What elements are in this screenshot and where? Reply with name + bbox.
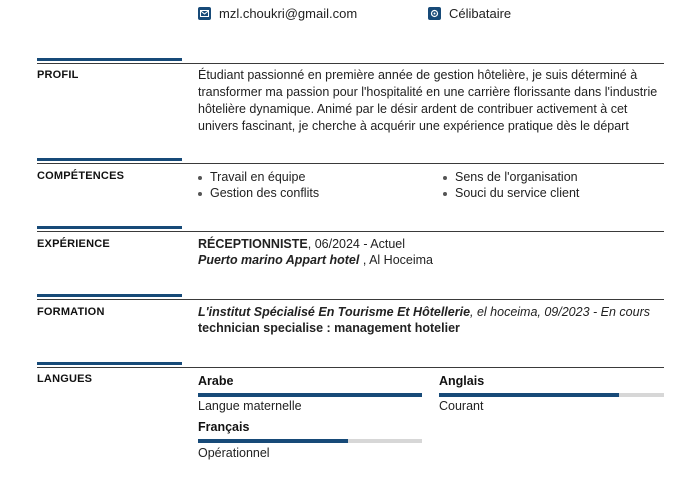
language-level: Opérationnel: [198, 446, 270, 460]
language-level: Courant: [439, 399, 484, 413]
bullet-icon: [198, 192, 202, 196]
formation-details: , el hoceima, 09/2023 - En cours: [470, 305, 650, 319]
section-divider: [37, 163, 664, 164]
contact-email: [198, 6, 357, 21]
status-text: Célibataire: [449, 6, 512, 21]
section-title-competences: COMPÉTENCES: [37, 170, 125, 182]
bullet-icon: [443, 176, 447, 180]
section-accent-rule: [37, 158, 182, 161]
language-level-fill: [198, 439, 348, 443]
section-divider: [37, 231, 664, 232]
section-title-formation: FORMATION: [37, 306, 105, 318]
section-divider: [37, 63, 664, 64]
skill-item: Souci du service client: [443, 185, 579, 202]
experience-dates: , 06/2024 - Actuel: [307, 237, 406, 251]
envelope-icon: [198, 7, 211, 20]
section-title-experience: EXPÉRIENCE: [37, 238, 110, 250]
section-divider: [37, 299, 664, 300]
experience-location: , Al Hoceima: [359, 253, 433, 267]
profil-line: Étudiant passionné en première année de gestion hôtelière, je suis déterminé à: [198, 68, 638, 82]
language-level-fill: [439, 393, 619, 397]
language-name: Arabe: [198, 374, 234, 388]
profil-line: hôtelière dynamique. Animé par le désir ardent de contribuer activement à cet: [198, 102, 628, 116]
language-level: Langue maternelle: [198, 399, 302, 413]
formation-degree-line: [198, 320, 460, 337]
profil-text: [198, 67, 668, 135]
language-level-bar: [198, 439, 422, 443]
experience-role-line: [198, 236, 405, 253]
section-accent-rule: [37, 226, 182, 229]
skill-item: Sens de l'organisation: [443, 169, 578, 186]
formation-school: L'institut Spécialisé En Tourisme Et Hôtellerie: [198, 305, 471, 319]
experience-company-line: [198, 252, 433, 269]
bullet-icon: [198, 176, 202, 180]
skill-item: Gestion des conflits: [198, 185, 319, 202]
contact-status: [428, 6, 511, 21]
experience-role: RÉCEPTIONNISTE: [198, 237, 308, 251]
section-accent-rule: [37, 294, 182, 297]
section-accent-rule: [37, 362, 182, 365]
language-name: Français: [198, 420, 250, 434]
formation-degree: technician specialise : management hotelier: [198, 321, 460, 335]
language-name: Anglais: [439, 374, 485, 388]
skill-item: Travail en équipe: [198, 169, 305, 186]
section-title-langues: LANGUES: [37, 373, 93, 385]
section-title-profil: PROFIL: [37, 69, 79, 81]
section-divider: [37, 367, 664, 368]
experience-company: Puerto marino Appart hotel: [198, 253, 360, 267]
bullet-icon: [443, 192, 447, 196]
section-accent-rule: [37, 58, 182, 61]
profil-line: univers fascinant, je cherche à acquérir une expérience pratique dès le départ: [198, 119, 629, 133]
language-level-bar: [198, 393, 422, 397]
email-text[interactable]: mzl.choukri@gmail.com: [219, 6, 358, 21]
language-level-fill: [198, 393, 422, 397]
profil-line: transformer ma passion pour l'hospitalité en une carrière florissante dans l'industrie: [198, 85, 658, 99]
formation-school-line: [198, 304, 650, 321]
language-level-bar: [439, 393, 664, 397]
status-icon: [428, 7, 441, 20]
